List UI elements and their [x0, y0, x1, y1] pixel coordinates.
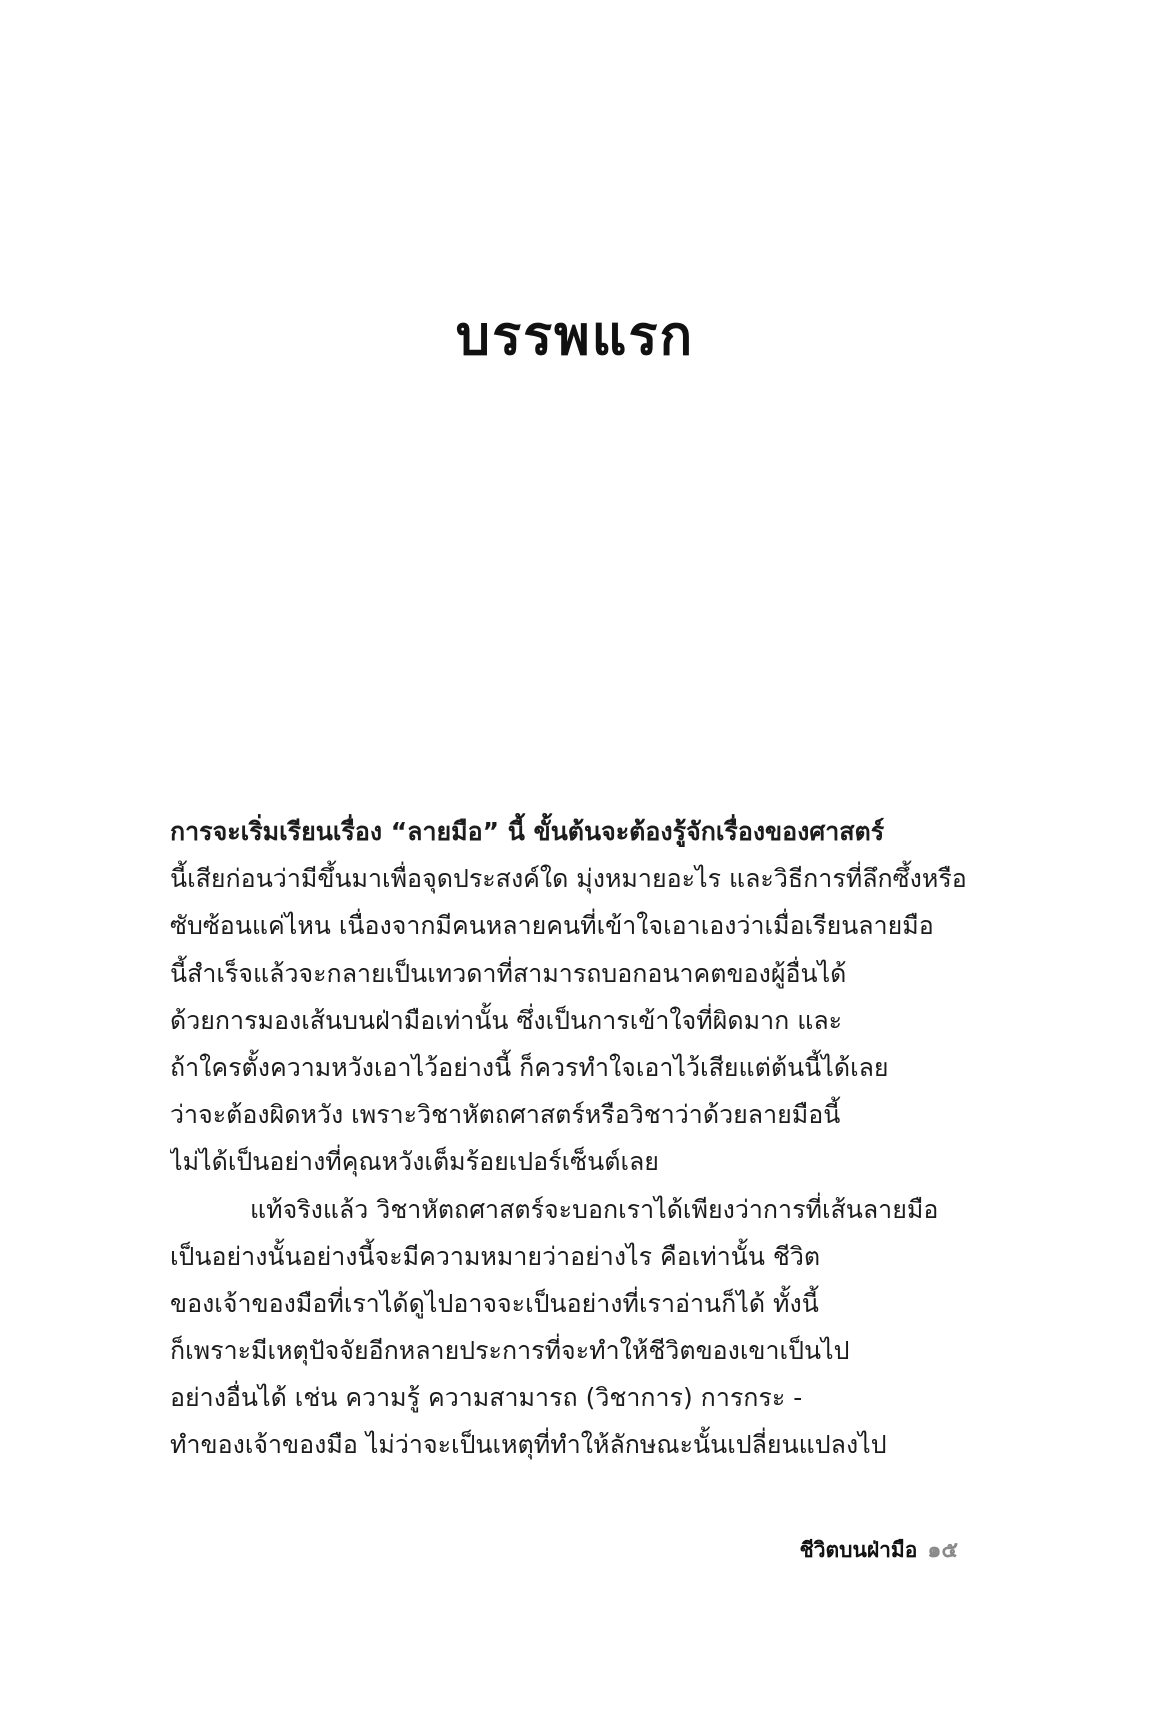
paragraph-2-line-6: ทำของเจ้าของมือ ไม่ว่าจะเป็นเหตุที่ทำให้ลักษณะนั้นเปลี่ยนแปลงไป [170, 1430, 887, 1460]
paragraph-1-line-2: นี้เสียก่อนว่ามีขึ้นมาเพื่อจุดประสงค์ใด มุ่งหมายอะไร และวิธีการที่ลึกซึ้งหรือ [170, 864, 967, 894]
paragraph-1-line-8: ไม่ได้เป็นอย่างที่คุณหวังเต็มร้อยเปอร์เซ็นต์เลย [170, 1147, 659, 1177]
chapter-title: บรรพแรก [455, 304, 695, 367]
running-book-title: ชีวิตบนฝ่ามือ [799, 1538, 918, 1562]
page-footer [799, 1532, 958, 1567]
paragraph-1-line-4: นี้สำเร็จแล้วจะกลายเป็นเทวดาที่สามารถบอกอนาคตของผู้อื่นได้ [170, 958, 847, 988]
paragraph-2-line-1: แท้จริงแล้ว วิชาหัตถศาสตร์จะบอกเราได้เพียงว่าการที่เส้นลายมือ [250, 1194, 939, 1224]
paragraph-2-line-3: ของเจ้าของมือที่เราได้ดูไปอาจจะเป็นอย่างที่เราอ่านก็ได้ ทั้งนี้ [170, 1288, 819, 1318]
body-text [170, 808, 980, 1469]
paragraph-1-line-1: การจะเริ่มเรียนเรื่อง “ลายมือ” นี้ ขั้นต้นจะต้องรู้จักเรื่องของศาสตร์ [170, 817, 885, 846]
paragraph-2-line-5: อย่างอื่นได้ เช่น ความรู้ ความสามารถ (วิชาการ) การกระ - [170, 1383, 803, 1413]
paragraph-2-line-2: เป็นอย่างนั้นอย่างนี้จะมีความหมายว่าอย่างไร คือเท่านั้น ชีวิต [170, 1241, 821, 1271]
paragraph-1-line-5: ด้วยการมองเส้นบนฝ่ามือเท่านั้น ซึ่งเป็นการเข้าใจที่ผิดมาก และ [170, 1005, 843, 1035]
paragraph-2-line-4: ก็เพราะมีเหตุปัจจัยอีกหลายประการที่จะทำให้ชีวิตของเขาเป็นไป [170, 1336, 850, 1366]
paragraph-1-line-7: ว่าจะต้องผิดหวัง เพราะวิชาหัตถศาสตร์หรือวิชาว่าด้วยลายมือนี้ [170, 1100, 841, 1130]
paragraph-1-line-3: ซับซ้อนแค่ไหน เนื่องจากมีคนหลายคนที่เข้าใจเอาเองว่าเมื่อเรียนลายมือ [170, 911, 934, 941]
page-number: ๑๕ [927, 1538, 958, 1563]
paragraph-1-line-6: ถ้าใครตั้งความหวังเอาไว้อย่างนี้ ก็ควรทำใจเอาไว้เสียแต่ต้นนี้ได้เลย [170, 1052, 889, 1082]
